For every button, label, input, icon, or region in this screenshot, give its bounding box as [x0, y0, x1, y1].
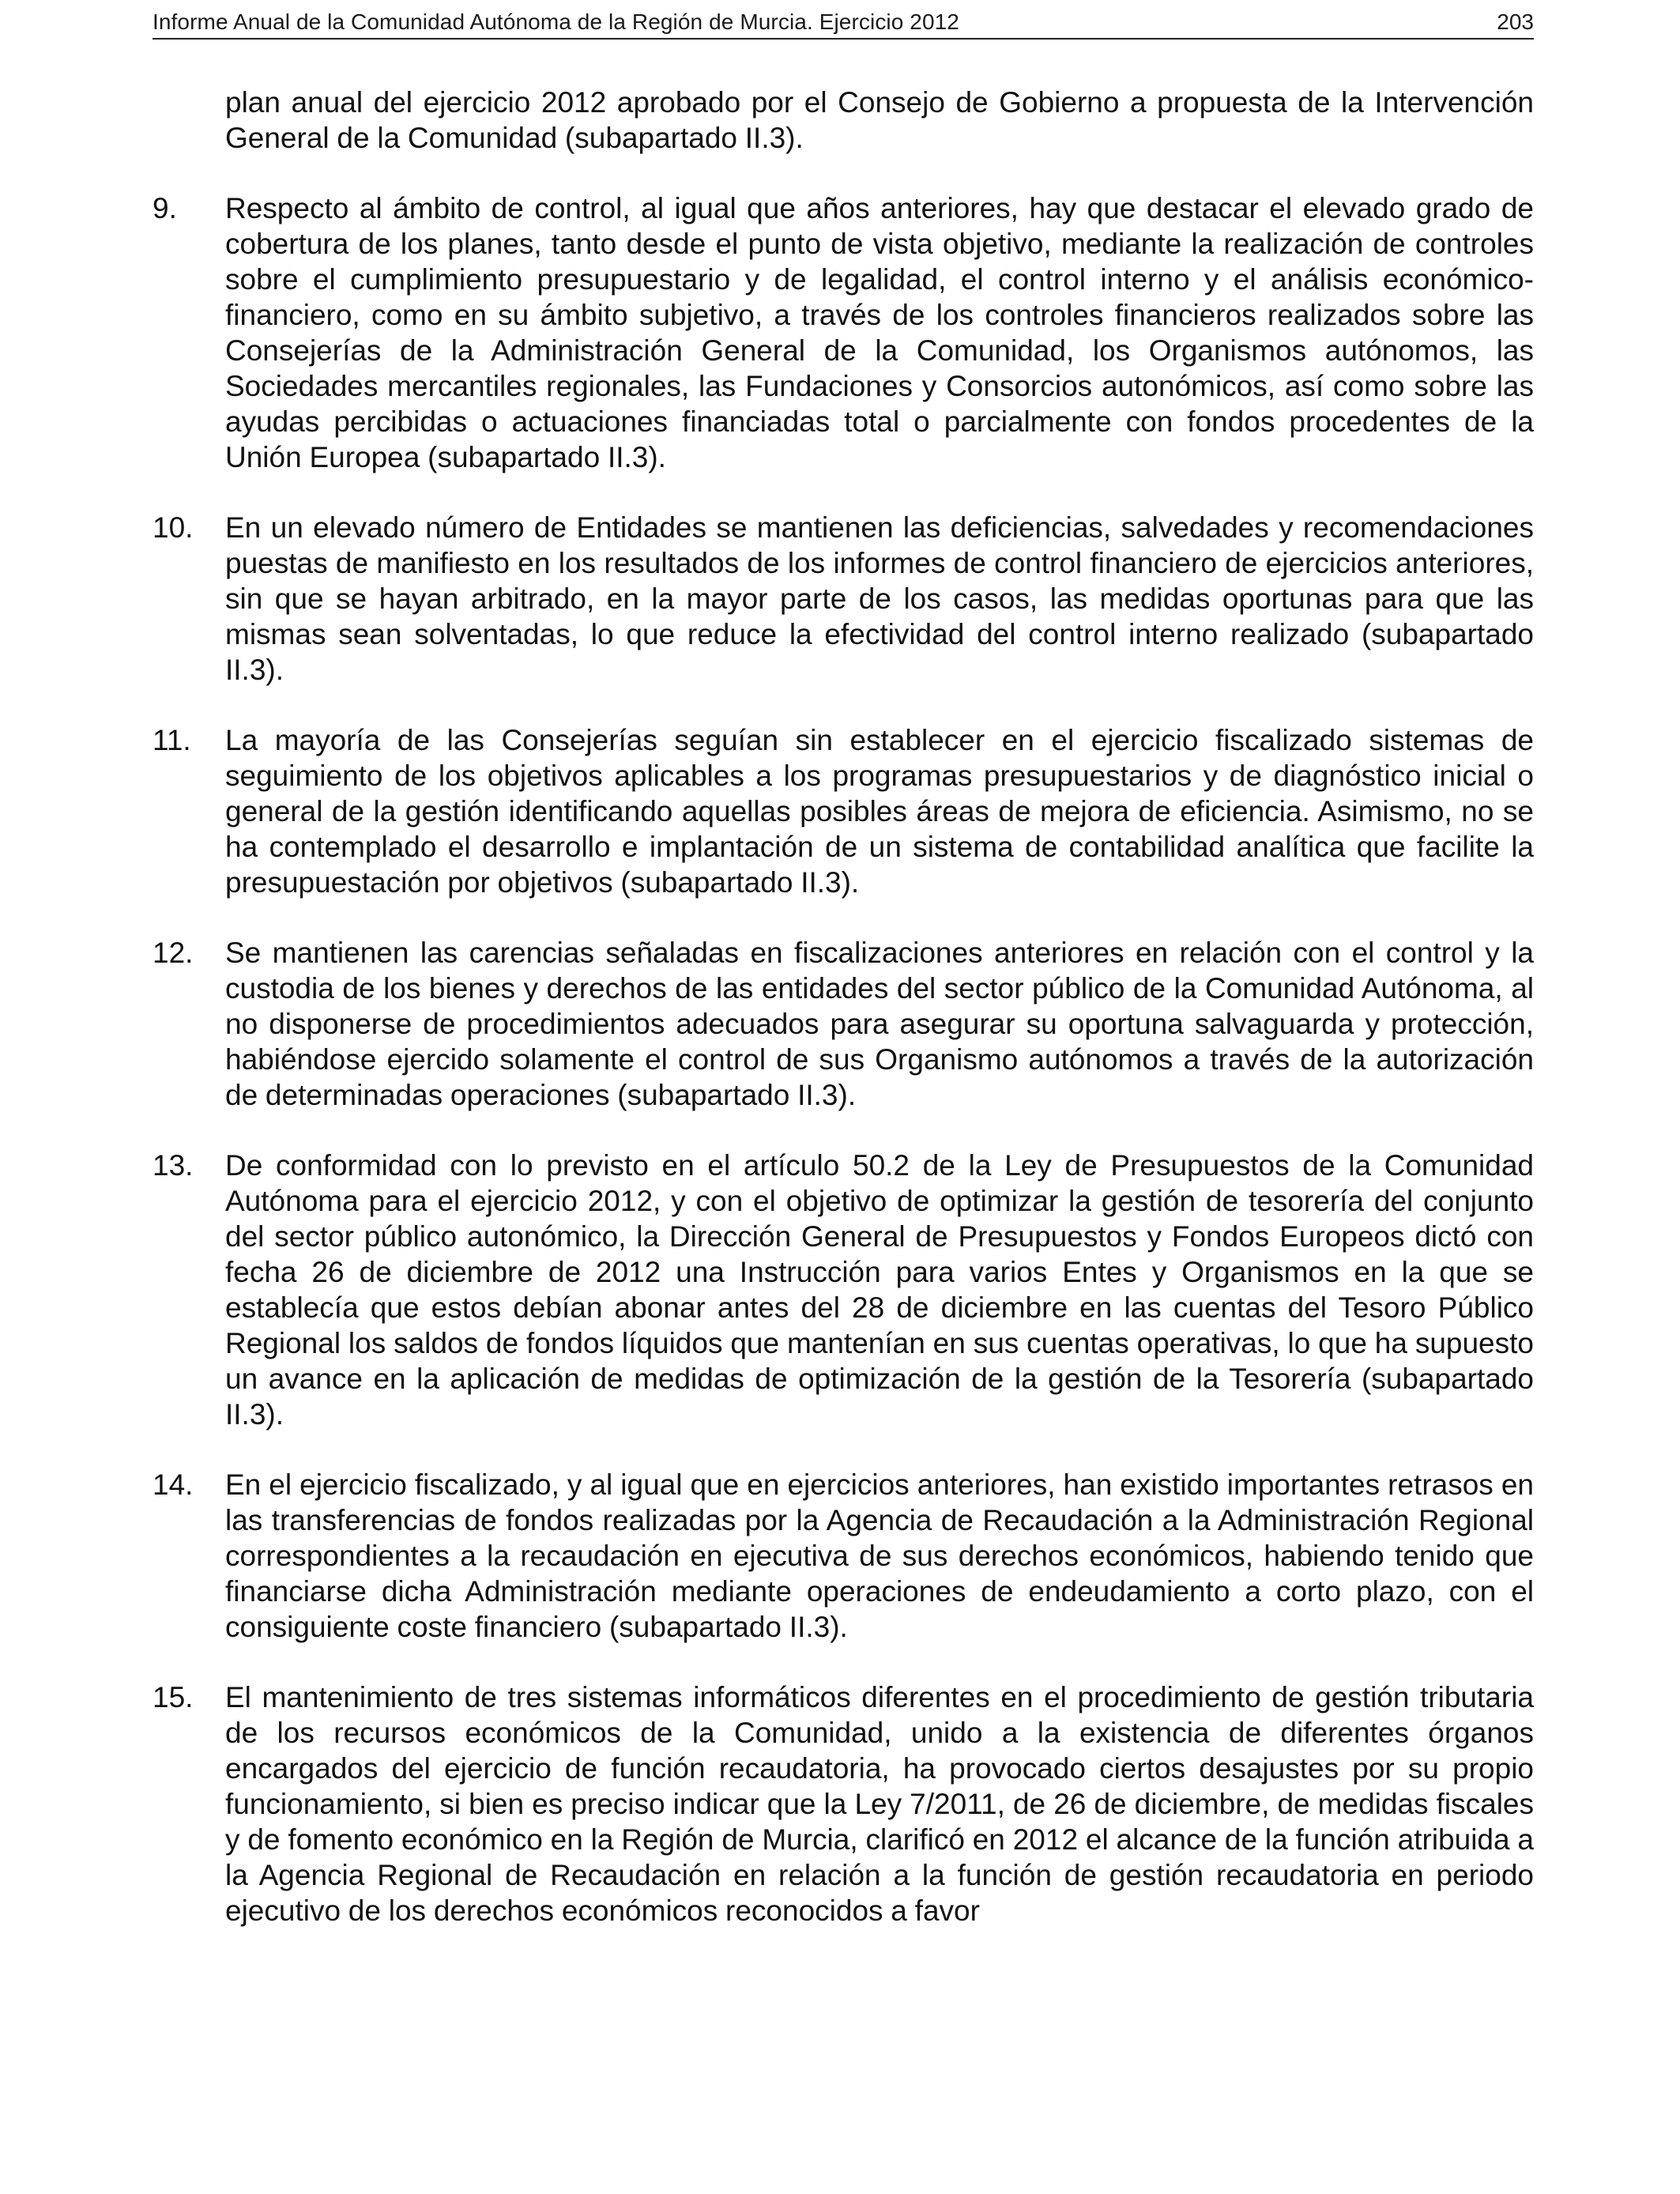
paragraph-text: Respecto al ámbito de control, al igual que años anteriores, hay que destacar el elevado grado de cobertura de los planes, tanto desde el punto de vista objetivo, mediante la realización de controles sobre el cumplimiento presupuestario y de legalidad, el control interno y el análisis económico-financiero, como en su ámbito subjetivo, a través de los controles financieros realizados sobre las Consejerías de la Administración General de la Comunidad, los Organismos autónomos, las Sociedades mercantiles regionales, las Fundaciones y Consorcios autonómicos, así como sobre las ayudas percibidas o actuaciones financiadas total o parcialmente con fondos procedentes de la Unión Europea (subapartado II.3).	[225, 192, 1534, 473]
numbered-paragraph-9	[153, 190, 1534, 475]
numbered-paragraph-10	[153, 510, 1534, 688]
paragraph-number: 10.	[153, 511, 194, 544]
paragraph-text: En un elevado número de Entidades se mantienen las deficiencias, salvedades y recomendaciones puestas de manifiesto en los resultados de los informes de control financiero de ejercicios anteriores, sin que se hayan arbitrado, en la mayor parte de los casos, las medidas oportunas para que las mismas sean solventadas, lo que reduce la efectividad del control interno realizado (subapartado II.3).	[225, 511, 1534, 686]
paragraph-text: La mayoría de las Consejerías seguían sin establecer en el ejercicio fiscalizado sistemas de seguimiento de los objetivos aplicables a los programas presupuestarios y de diagnóstico inicial o general de la gestión identificando aquellas posibles áreas de mejora de eficiencia. Asimismo, no se ha contemplado el desarrollo e implantación de un sistema de contabilidad analítica que facilite la presupuestación por objetivos (subapartado II.3).	[225, 724, 1534, 899]
numbered-paragraph-15	[153, 1679, 1534, 1928]
paragraph-number: 15.	[153, 1681, 194, 1713]
paragraph-number: 11.	[153, 724, 191, 756]
paragraph-text: Se mantienen las carencias señaladas en fiscalizaciones anteriores en relación con el control y la custodia de los bienes y derechos de las entidades del sector público de la Comunidad Autónoma, al no disponerse de procedimientos adecuados para asegurar su oportuna salvaguarda y protección, habiéndose ejercido solamente el control de sus Organismo autónomos a través de la autorización de determinadas operaciones (subapartado II.3).	[225, 937, 1534, 1111]
paragraph-number: 9.	[153, 192, 177, 224]
paragraph-text: En el ejercicio fiscalizado, y al igual que en ejercicios anteriores, han existido importantes retrasos en las transferencias de fondos realizadas por la Agencia de Recaudación a la Administración Regional correspondientes a la recaudación en ejecutiva de sus derechos económicos, habiendo tenido que financiarse dicha Administración mediante operaciones de endeudamiento a corto plazo, con el consiguiente coste financiero (subapartado II.3).	[225, 1468, 1534, 1643]
continuation-paragraph	[153, 85, 1534, 156]
header-title: Informe Anual de la Comunidad Autónoma de la Región de Murcia. Ejercicio 2012	[153, 9, 959, 34]
running-header	[153, 6, 1534, 40]
paragraph-number: 14.	[153, 1468, 194, 1501]
numbered-paragraph-12	[153, 935, 1534, 1113]
numbered-paragraph-11	[153, 722, 1534, 900]
numbered-paragraph-13	[153, 1148, 1534, 1432]
paragraph-text: De conformidad con lo previsto en el artículo 50.2 de la Ley de Presupuestos de la Comunidad Autónoma para el ejercicio 2012, y con el objetivo de optimizar la gestión de tesorería del conjunto del sector público autonómico, la Dirección General de Presupuestos y Fondos Europeos dictó con fecha 26 de diciembre de 2012 una Instrucción para varios Entes y Organismos en la que se establecía que estos debían abonar antes del 28 de diciembre en las cuentas del Tesoro Público Regional los saldos de fondos líquidos que mantenían en sus cuentas operativas, lo que ha supuesto un avance en la aplicación de medidas de optimización de la gestión de la Tesorería (subapartado II.3).	[225, 1149, 1534, 1431]
body-content	[153, 85, 1534, 1963]
page-number: 203	[1497, 9, 1534, 34]
paragraph-text: El mantenimiento de tres sistemas informáticos diferentes en el procedimiento de gestión tributaria de los recursos económicos de la Comunidad, unido a la existencia de diferentes órganos encargados del ejercicio de función recaudatoria, ha provocado ciertos desajustes por su propio funcionamiento, si bien es preciso indicar que la Ley 7/2011, de 26 de diciembre, de medidas fiscales y de fomento económico en la Región de Murcia, clarificó en 2012 el alcance de la función atribuida a la Agencia Regional de Recaudación en relación a la función de gestión recaudatoria en periodo ejecutivo de los derechos económicos reconocidos a favor	[225, 1681, 1534, 1927]
paragraph-text: plan anual del ejercicio 2012 aprobado por el Consejo de Gobierno a propuesta de la Intervención General de la Comunidad (subapartado II.3).	[225, 86, 1534, 154]
paragraph-number: 13.	[153, 1149, 194, 1182]
paragraph-number: 12.	[153, 937, 194, 969]
numbered-paragraph-14	[153, 1467, 1534, 1645]
